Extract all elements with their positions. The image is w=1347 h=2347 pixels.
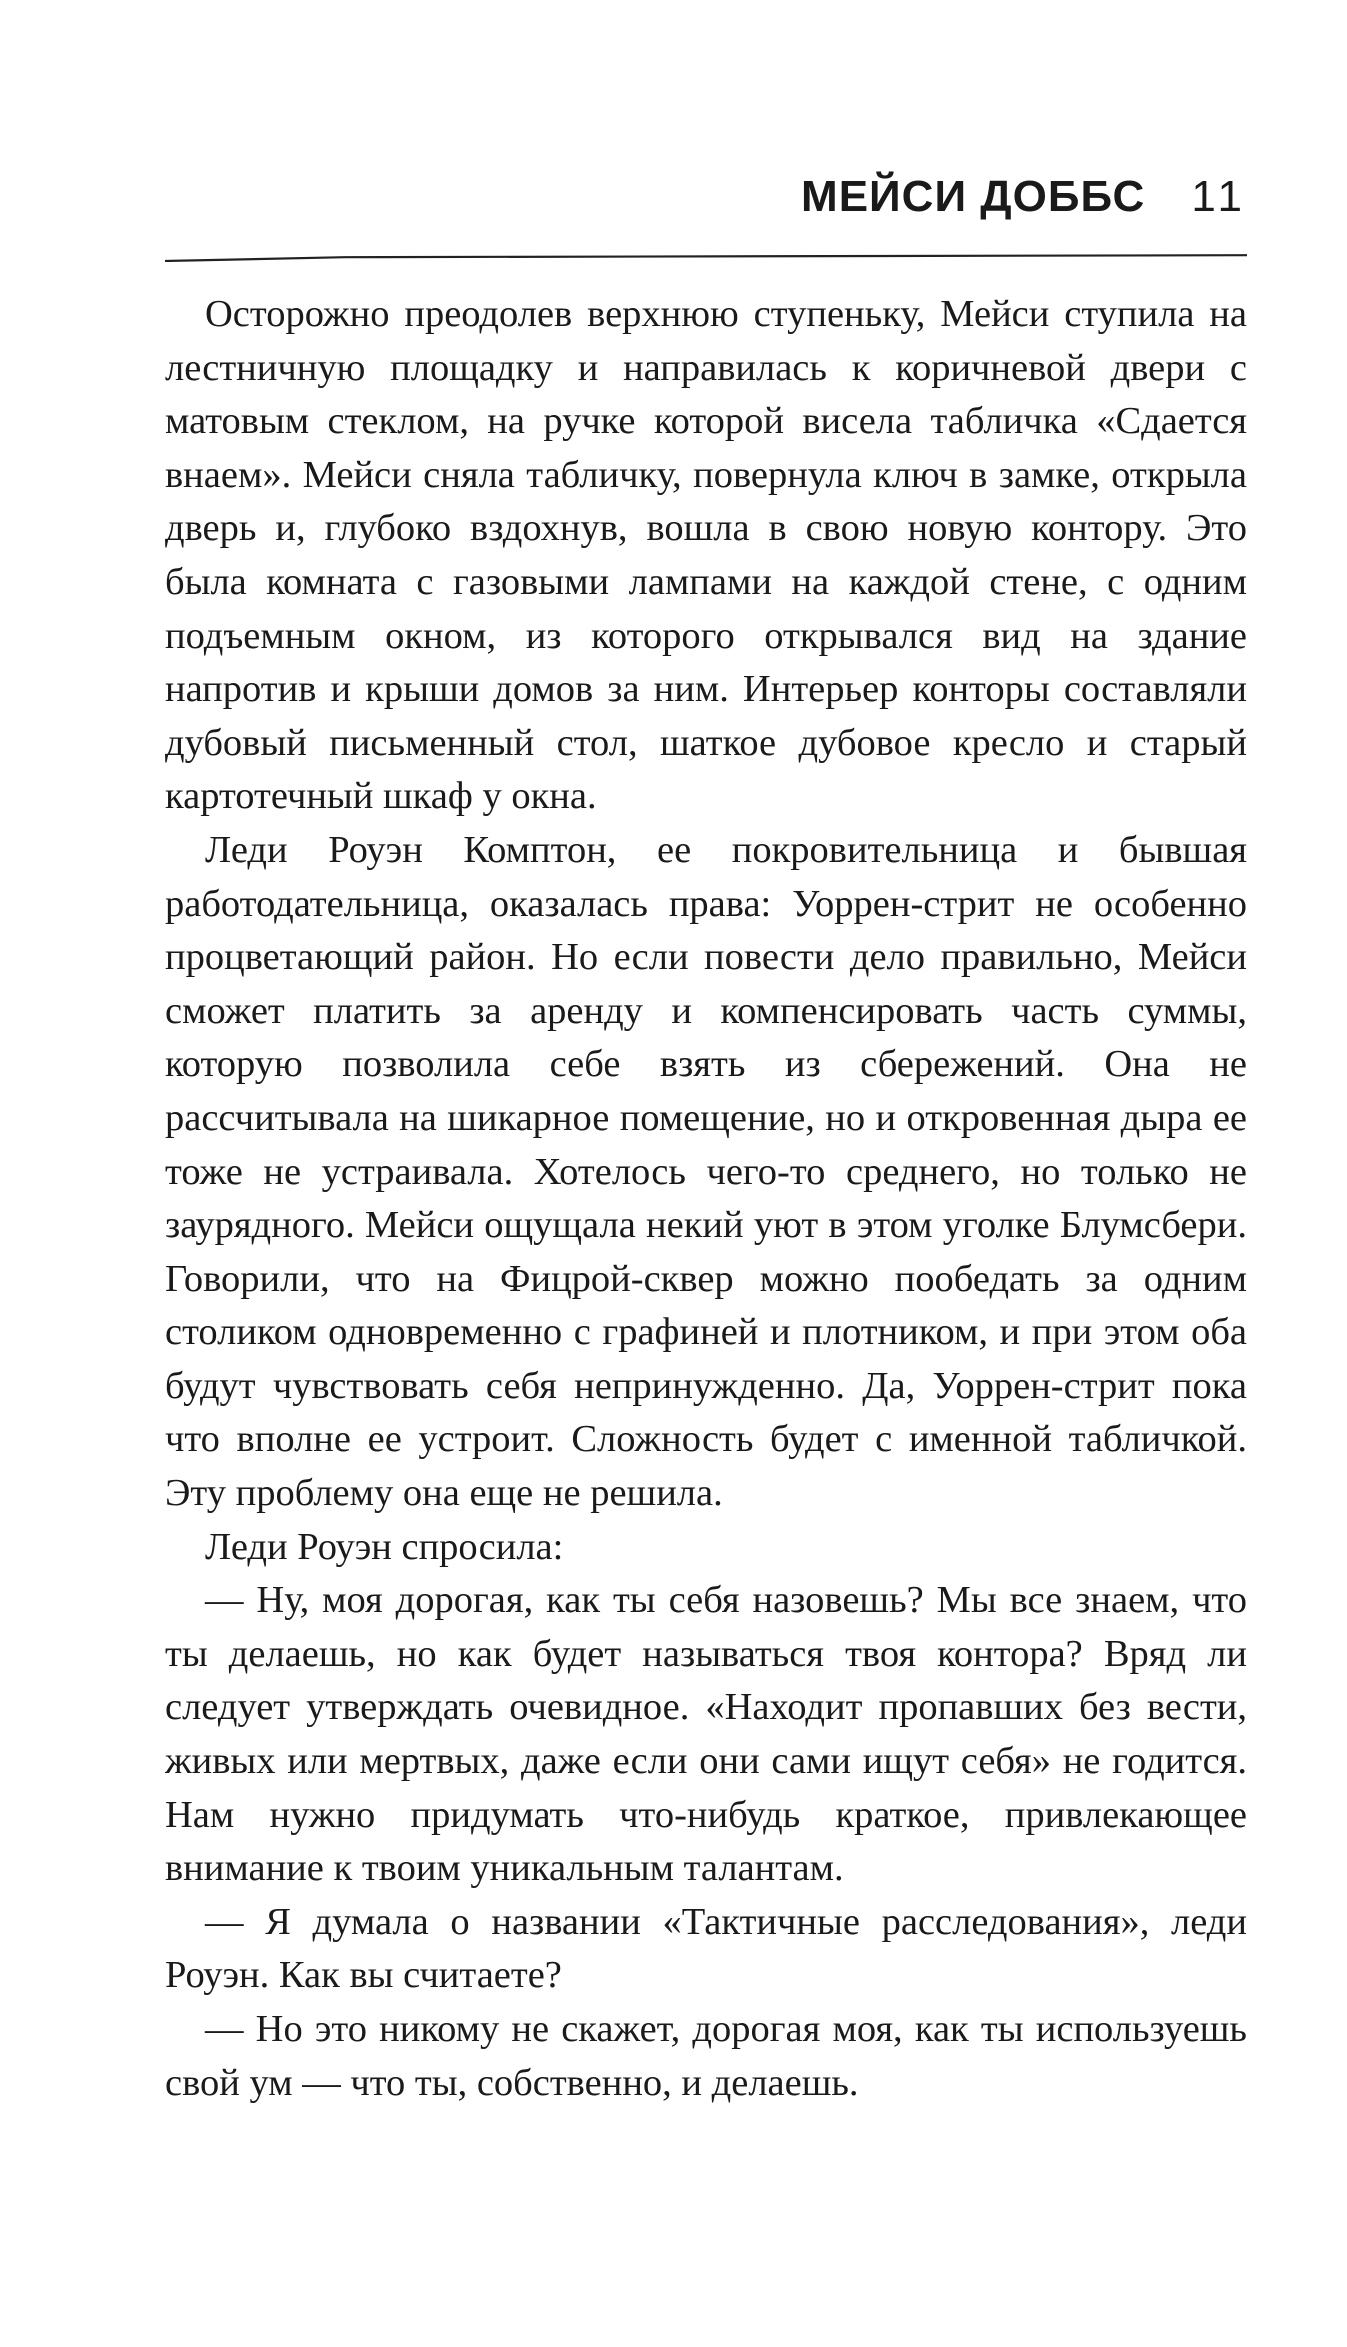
header-rule [165,254,1247,262]
paragraph: Леди Роуэн Комптон, ее покровительница и бывшая работодательница, оказалась права: Уоррен-стрит не особенно процветающий район. Но если повести дело правильно, Мейси сможет платить за аренду и компенсировать часть суммы, которую позволила себе взять из сбережений. Она не рассчитывала на шикарное помещение, но и откровенная дыра ее тоже не устраивала. Хотелось чего-то среднего, но только не заурядного. Мейси ощущала некий уют в этом уголке Блумсбери. Говорили, что на Фицрой-сквер можно пообедать за одним столиком одновременно с графиней и плотником, и при этом оба будут чувствовать себя непринужденно. Да, Уоррен-стрит пока что вполне ее устроит. Сложность будет с именной табличкой. Эту проблему она еще не решила. [165,828,1247,1515]
page-number: 11 [1191,172,1247,221]
paragraph: Осторожно преодолев верхнюю ступеньку, Мейси ступила на лестничную площадку и направилась к коричневой двери с матовым стеклом, на ручке которой висела табличка «Сдается внаем». Мейси сняла табличку, повернула ключ в замке, открыла дверь и, глубоко вздохнув, вошла в свою новую контору. Это была комната с газовыми лампами на каждой стене, с одним подъемным окном, из которого открывался вид на здание напротив и крыши домов за ним. Интерьер конторы составляли дубовый письменный стол, шаткое дубовое кресло и старый картотечный шкаф у окна. [165,293,1247,818]
paragraph: Леди Роуэн спросила: [205,1525,564,1568]
body-text [165,288,1247,2110]
paragraph: — Я думала о названии «Тактичные расследования», леди Роуэн. Как вы считаете? [165,1900,1247,1997]
paragraph: — Ну, моя дорогая, как ты себя назовешь? Мы все знаем, что ты делаешь, но как будет называться твоя контора? Вряд ли следует утверждать очевидное. «Находит пропавших без вести, живых или мертвых, даже если они сами ищут себя» не годится. Нам нужно придумать что-нибудь краткое, привлекающее внимание к твоим уникальным талантам. [165,1579,1247,1890]
running-header [165,162,1247,232]
paragraph: — Но это никому не скажет, дорогая моя, как ты используешь свой ум — что ты, собственно, и делаешь. [165,2008,1247,2104]
book-title: МЕЙСИ ДОББС [801,172,1146,221]
